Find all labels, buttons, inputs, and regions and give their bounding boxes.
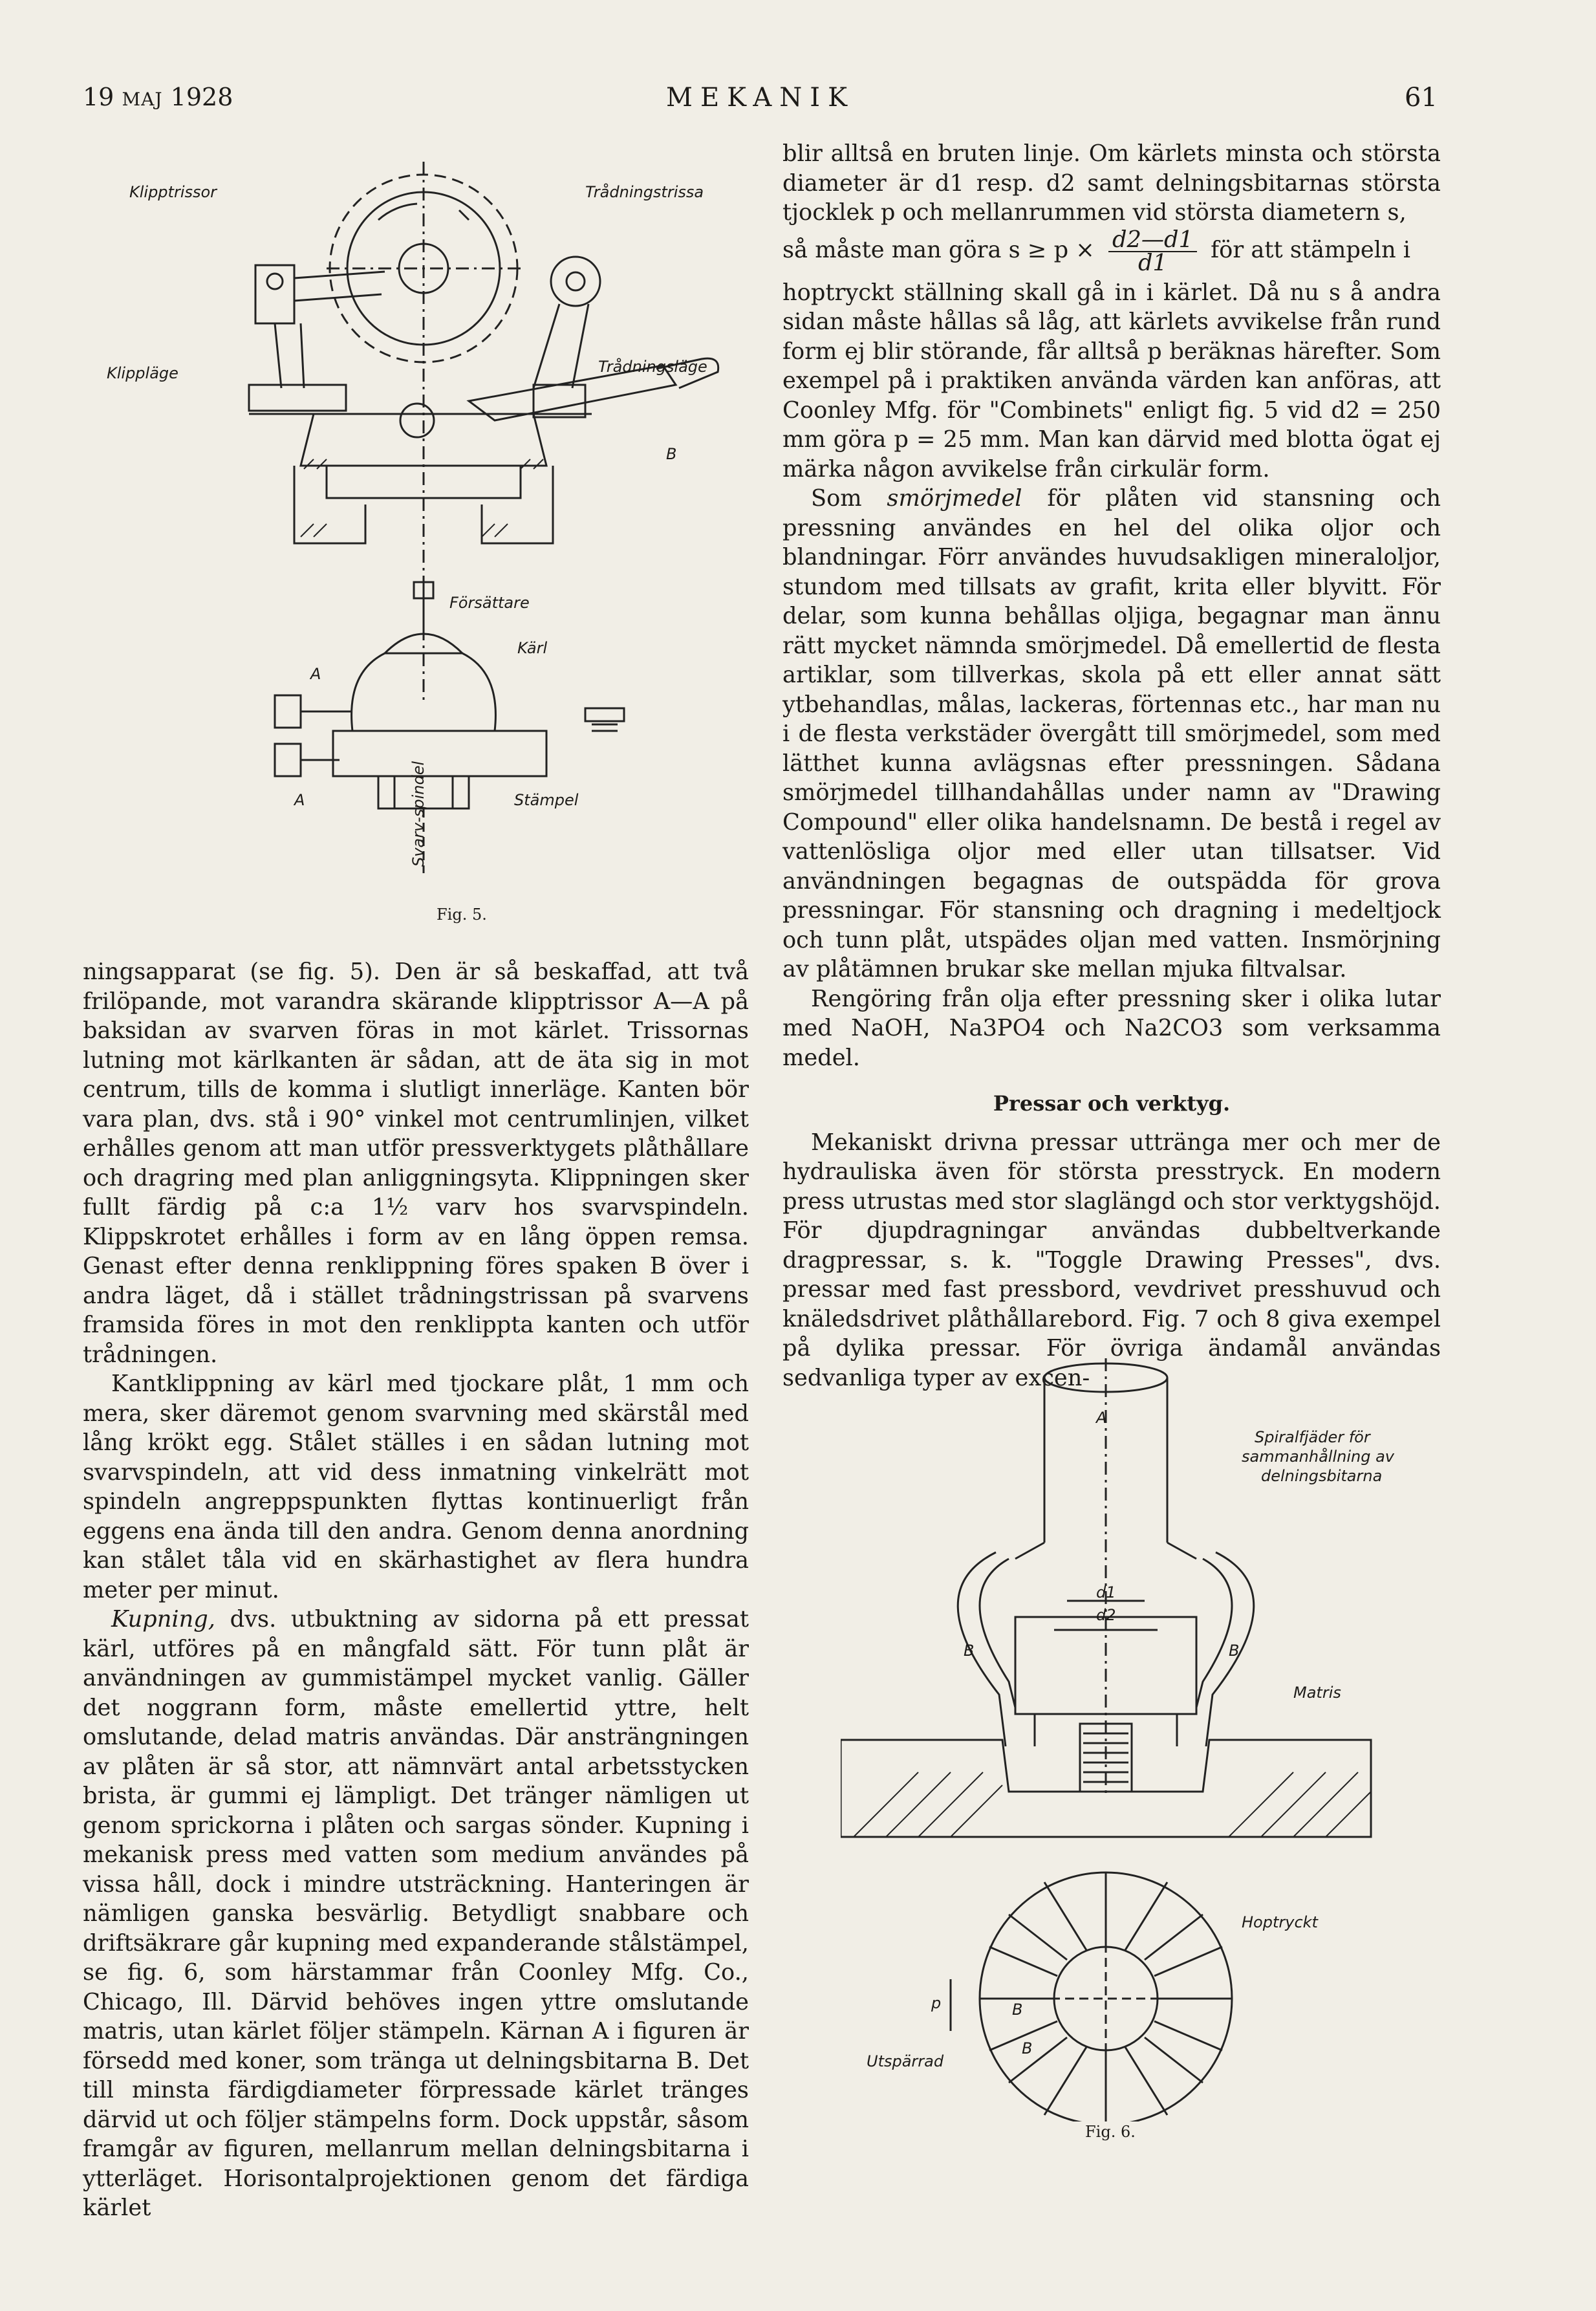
label-b-small: B [1012, 2001, 1023, 2019]
left-column [83, 957, 749, 2223]
date-day: 19 [83, 83, 114, 111]
label-karl: Kärl [517, 639, 548, 657]
label-spiralfjader: Spiralfjäder för [1255, 1428, 1370, 1446]
label-tradningstrissa: Trådningstrissa [585, 183, 704, 201]
left-paragraph-3-italic: Kupning, [111, 1606, 215, 1633]
label-d1: d1 [1096, 1583, 1116, 1601]
label-hoptryckt: Hoptryckt [1242, 1913, 1318, 1931]
label-delningsbitarna: delningsbitarna [1261, 1467, 1383, 1485]
label-d2: d2 [1096, 1606, 1116, 1624]
right-paragraph-4: Rengöring från olja efter pressning sker i olika lutar med NaOH, Na3PO4 och Na2CO3 som verksamma medel. [782, 985, 1441, 1071]
right-paragraph-3-text: för plåten vid stansning och pressning användes en hel del olika oljor och blandningar. Förr användes huvudsakligen mineraloljor, stundom med tillsats av grafit, krita eller blyvitt. För delar, som kunna behållas oljiga, begagnar man ännu rätt mycket nämnda smörjmedel. Då emellertid de flesta artiklar, som tillverkas, skola på ett eller annat sätt ytbehandlas, målas, lackeras, förtennas etc., har man nu i de flesta verkstäder övergått till smörjmedel, som med lätthet kunna avlägsnas efter pressningen. Sådana smörjmedel tillhandahållas under namn av "Drawing Compound" eller olika handelsnamn. De bestå i regel av vattenlösliga oljor med eller utan tillsatser. Vid användningen begagnas de outspädda för grova pressningar. För stansning och dragning i medeltjock och tunn plåt, utspädes oljan med vatten. Insmörjning av plåtämnen brukar ske mellan mjuka filtvalsar. [782, 485, 1441, 982]
label-a: A [1096, 1409, 1107, 1427]
left-paragraph-3 [83, 1605, 749, 2223]
left-paragraph-1: ningsapparat (se fig. 5). Den är så beskaffad, att två frilöpande, mot varandra skärande klipptrissor A—A på baksidan av svarven föras in mot kärlet. Trissornas lutning mot kärlkanten är sådan, att de äta sig in mot centrum, tills de komma i slutligt innerläge. Kanten bör vara plan, dvs. stå i 90° vinkel mot centrumlinjen, vilket erhålles genom att man utför pressverktygets plåthållare och dragring med plan anliggningsyta. Klippningen sker fullt färdig på c:a 1½ varv hos svarvspindeln. Klippskrotet erhålles i form av en lång öppen remsa. Genast efter denna renklippning föres spaken B över i andra läget, då i stället trådningstrissan på svarvens framsida föres in mot den renklippta kanten och utför trådningen. [83, 959, 749, 1368]
formula-pre: så måste man göra s ≥ p × [782, 236, 1095, 263]
label-stampel: Stämpel [514, 791, 579, 809]
label-sammanhallning: sammanhållning av [1242, 1448, 1395, 1466]
label-b: B [666, 445, 677, 463]
formula-post: för att stämpeln i [1211, 236, 1411, 263]
page-number: 61 [1405, 83, 1438, 113]
issue-date [83, 83, 233, 111]
label-a-bottom: A [294, 791, 305, 809]
right-paragraph-3-italic: smörjmedel [887, 485, 1022, 512]
right-paragraph-3 [782, 484, 1441, 984]
figure-5-drawing [81, 142, 766, 912]
page-header [0, 83, 1596, 122]
date-month: MAJ [122, 89, 163, 110]
label-matris: Matris [1293, 1684, 1341, 1702]
label-svarvspindel: Svarv-spindel [409, 761, 427, 867]
right-column [782, 139, 1441, 1393]
right-paragraph-5: Mekaniskt drivna pressar uttränga mer och mer de hydrauliska även för största presstryck. En modern press utrustas med stor slaglängd och stor verktygshöjd. För djupdragningar användas dubbeltverkande dragpressar, s. k. "Toggle Drawing Presses", dvs. pressar med fast pressbord, vevdrivet presshuvud och knäledsdrivet plåthållarebord. Fig. 7 och 8 giva exempel på dylika pressar. För övriga ändamål användas sedvanliga typer av excen- [782, 1129, 1441, 1391]
label-b-right: B [1229, 1642, 1240, 1660]
label-klipptrissor: Klipptrissor [129, 183, 217, 201]
label-b-small-2: B [1022, 2039, 1033, 2057]
formula-denominator: d1 [1138, 249, 1167, 276]
journal-title: MEKANIK [666, 83, 855, 113]
formula-numerator: d2—d1 [1108, 229, 1197, 252]
figure-6 [841, 1345, 1487, 2121]
right-paragraph-3-pre: Som [811, 485, 887, 512]
label-b-left: B [964, 1642, 975, 1660]
label-p: p [931, 1994, 942, 2012]
right-paragraph-1: blir alltså en bruten linje. Om kärlets minsta och största diameter är d1 resp. d2 samt delningsbitarnas största tjocklek p och mellanrummen vid största diametern s, [782, 140, 1441, 226]
left-paragraph-2: Kantklippning av kärl med tjockare plåt, 1 mm och mera, sker däremot genom svarvning med skärstål med lång krökt egg. Stålet ställes i en sådan lutning mot svarvspindeln, att vid dess inmatning vinkelrätt mot spindeln angreppspunkten flyttas kontinuerligt från eggens ena ända till den andra. Genom denna anordning kan stålet tåla vid en skärhastighet av flera hundra meter per minut. [83, 1371, 749, 1603]
date-year: 1928 [170, 83, 233, 111]
figure-6-drawing [841, 1345, 1487, 2121]
label-utsparrad: Utspärrad [867, 2052, 944, 2070]
formula-fraction [1108, 226, 1197, 276]
right-paragraph-2: hoptryckt ställning skall gå in i kärlet. Då nu s å andra sidan måste hållas så låg, att kärlets avvikelse från rund form ej blir störande, får alltså p beräknas härefter. Som exempel på i praktiken använda värden kan anföras, att Coonley Mfg. för "Combinets" enligt fig. 5 vid d2 = 250 mm göra p = 25 mm. Man kan därvid med blotta ögat ej märka någon avvikelse från cirkulär form. [782, 279, 1441, 483]
label-klipplage: Klippläge [107, 364, 178, 382]
label-a-top: A [310, 665, 321, 683]
section-heading: Pressar och verktyg. [993, 1091, 1231, 1116]
formula [782, 226, 1441, 276]
figure-5-caption: Fig. 5. [437, 906, 487, 924]
figure-5 [81, 142, 766, 912]
label-tradningslage: Trådningsläge [598, 358, 707, 376]
label-forsattare: Försättare [449, 594, 530, 612]
left-paragraph-3-text: dvs. utbuktning av sidorna på ett pressat kärl, utföres på en mångfald sätt. För tunn plåt är användningen av gummistämpel mycket vanlig. Gäller det noggrann form, måste emellertid yttre, helt omslutande, delad matris användas. Där ansträngningen av plåten är så stor, att nämnvärt antal arbetsstycken brista, är gummi ej lämpligt. Det tränger nämligen ut genom sprickorna i plåten och sargas sönder. Kupning i mekanisk press med vatten som medium användes på vissa håll, dock i mindre utsträckning. Hanteringen är nämligen ganska besvärlig. Betydligt snabbare och driftsäkrare går kupning med expanderande stålstämpel, se fig. 6, som härstammar från Coonley Mfg. Co., Chicago, Ill. Därvid behöves ingen yttre omslutande matris, utan kärlet följer stämpeln. Kärnan A i figuren är försedd med koner, som tränga ut delningsbitarna B. Det till minsta färdigdiameter förpressade kärlet tränges därvid ut och följer stämpelns form. Dock uppstår, såsom framgår av figuren, mellanrum mellan delningsbitarna i ytterläget. Horisontalprojektionen genom det färdiga kärlet [83, 1606, 749, 2221]
figure-6-caption: Fig. 6. [1085, 2123, 1136, 2141]
